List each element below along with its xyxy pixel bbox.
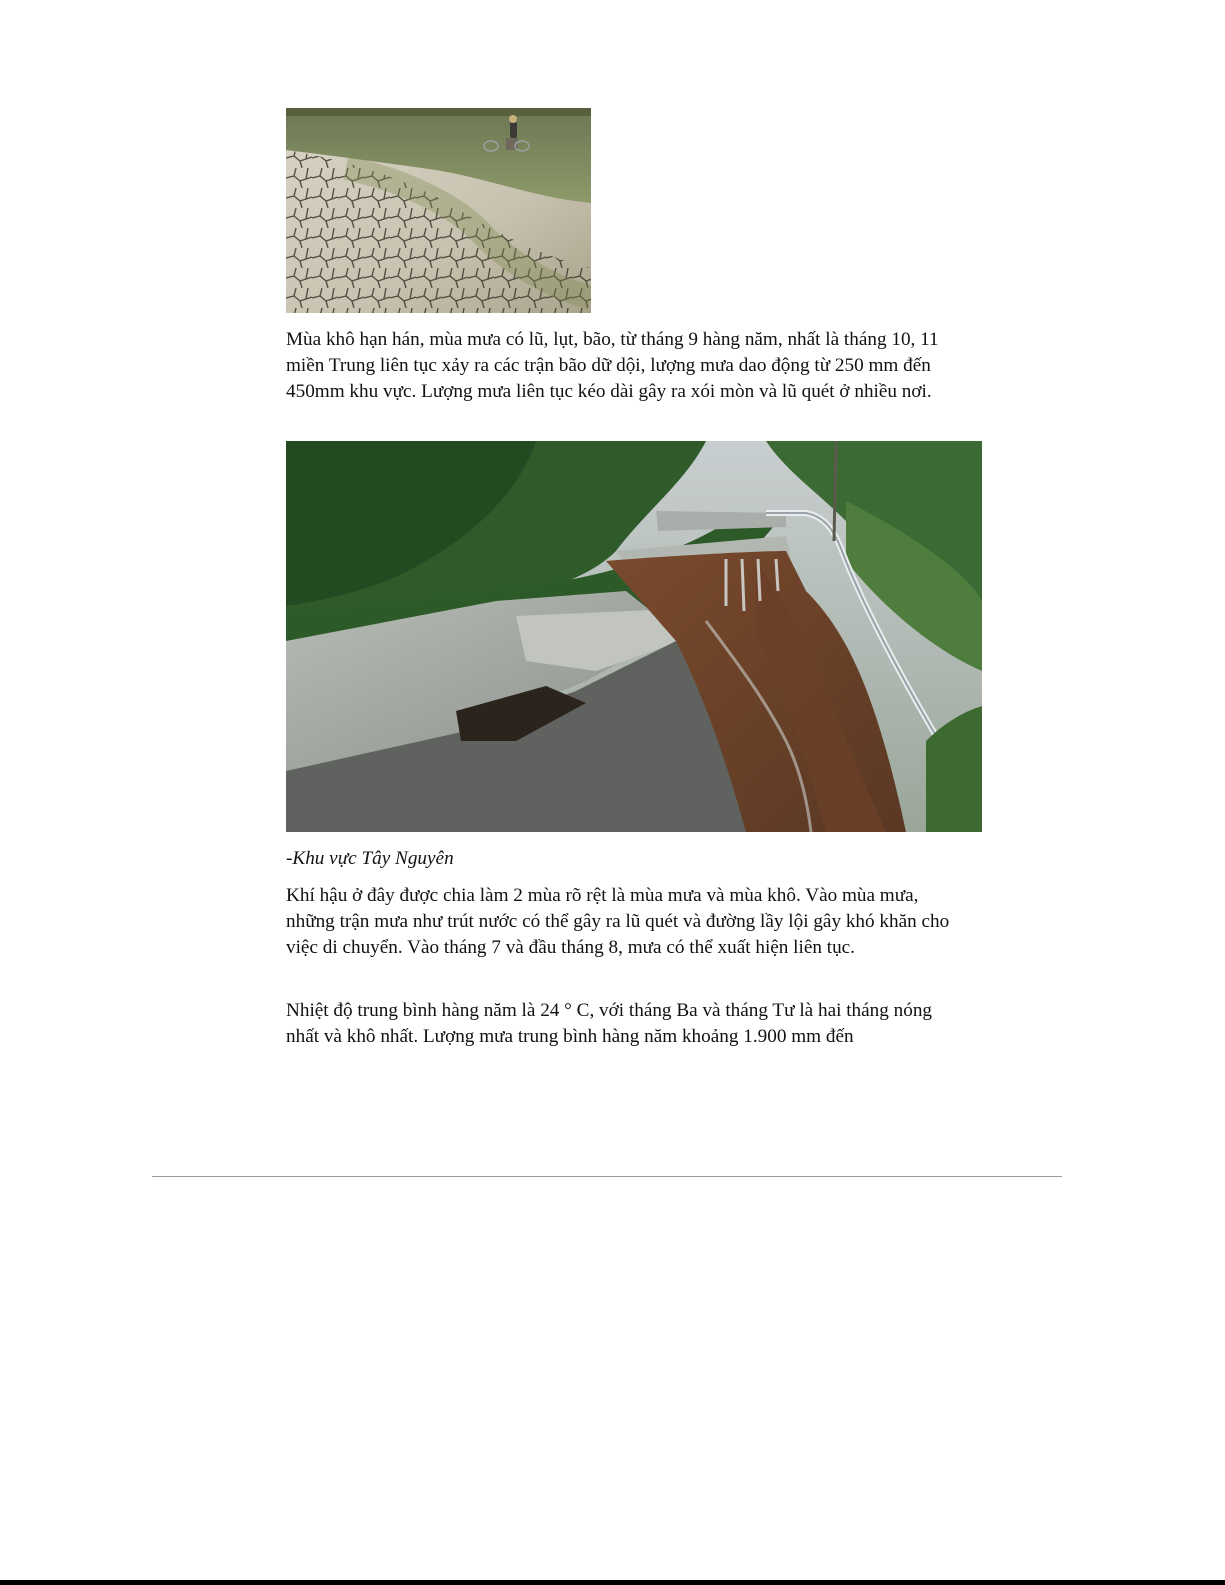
drought-cracked-earth-photo (286, 108, 591, 313)
paragraph-central-climate: Mùa khô hạn hán, mùa mưa có lũ, lụt, bão, từ tháng 9 hàng năm, nhất là tháng 10, 11 miền Trung liên tục xảy ra các trận bão dữ dội, lượng mưa dao động từ 250 mm đến 450mm khu vực. Lượng mưa liên tục kéo dài gây ra xói mòn và lũ quét ở nhiều nơi. (286, 329, 939, 402)
paragraph-tay-nguyen-temperature: Nhiệt độ trung bình hàng năm là 24 ° C, với tháng Ba và tháng Tư là hai tháng nóng nhất và khô nhất. Lượng mưa trung bình hàng năm khoảng 1.900 mm đến (286, 1000, 933, 1047)
road-landslide-photo (286, 441, 982, 832)
section-heading-tay-nguyen: -Khu vực Tây Nguyên (286, 848, 454, 869)
page-bottom-edge (0, 1580, 1225, 1585)
page-divider (152, 1176, 1062, 1177)
paragraph-tay-nguyen-seasons: Khí hậu ở đây được chia làm 2 mùa rõ rệt là mùa mưa và mùa khô. Vào mùa mưa, những trận mưa như trút nước có thể gây ra lũ quét và đường lầy lội gây khó khăn cho việc di chuyển. Vào tháng 7 và đầu tháng 8, mưa có thể xuất hiện liên tục. (286, 885, 950, 958)
